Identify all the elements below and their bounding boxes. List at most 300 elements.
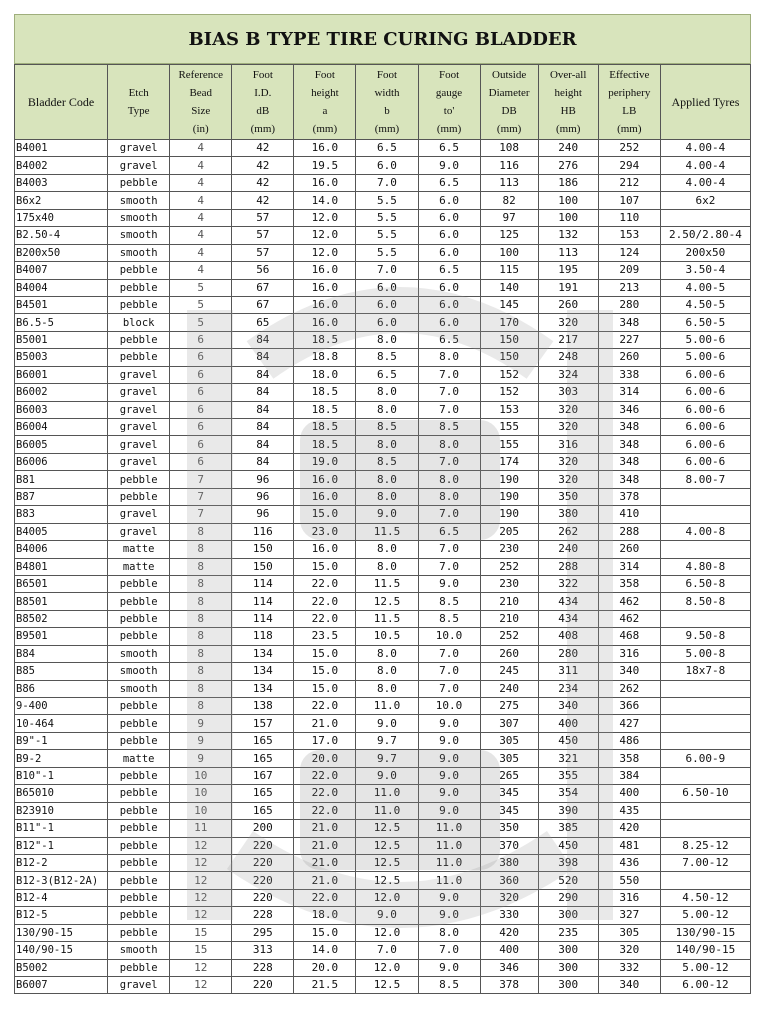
cell-effective-periphery: 366 <box>598 698 660 715</box>
cell-outside-diameter: 155 <box>480 436 538 453</box>
cell-foot-width: 5.5 <box>356 209 418 226</box>
cell-foot-width: 6.0 <box>356 314 418 331</box>
cell-overall-height: 354 <box>538 785 598 802</box>
cell-bead-size: 5 <box>170 279 232 296</box>
cell-effective-periphery: 227 <box>598 331 660 348</box>
cell-foot-id: 57 <box>232 209 294 226</box>
cell-outside-diameter: 370 <box>480 837 538 854</box>
cell-outside-diameter: 305 <box>480 732 538 749</box>
cell-etch-type: pebble <box>108 174 170 191</box>
cell-etch-type: pebble <box>108 854 170 871</box>
cell-applied-tyres: 6.00-12 <box>660 977 750 994</box>
cell-outside-diameter: 420 <box>480 924 538 941</box>
table-row <box>15 854 751 871</box>
cell-bladder-code: B12-3(B12-2A) <box>15 872 108 889</box>
table-row <box>15 663 751 680</box>
cell-etch-type: pebble <box>108 262 170 279</box>
cell-foot-gauge: 6.0 <box>418 227 480 244</box>
cell-etch-type: smooth <box>108 209 170 226</box>
cell-foot-width: 12.5 <box>356 977 418 994</box>
cell-foot-width: 9.0 <box>356 715 418 732</box>
cell-applied-tyres <box>660 802 750 819</box>
cell-bladder-code: B6007 <box>15 977 108 994</box>
col-header-line: DB <box>501 105 517 117</box>
col-header-line: (mm) <box>496 123 522 135</box>
table-row <box>15 436 751 453</box>
cell-overall-height: 434 <box>538 610 598 627</box>
cell-etch-type: pebble <box>108 331 170 348</box>
table-row <box>15 942 751 959</box>
cell-effective-periphery: 124 <box>598 244 660 261</box>
cell-etch-type: pebble <box>108 698 170 715</box>
cell-foot-id: 114 <box>232 610 294 627</box>
cell-foot-gauge: 9.0 <box>418 715 480 732</box>
cell-bead-size: 15 <box>170 924 232 941</box>
table-row <box>15 523 751 540</box>
cell-foot-gauge: 8.0 <box>418 349 480 366</box>
cell-overall-height: 380 <box>538 506 598 523</box>
cell-foot-gauge: 7.0 <box>418 366 480 383</box>
cell-overall-height: 240 <box>538 541 598 558</box>
cell-foot-gauge: 9.0 <box>418 732 480 749</box>
table-row <box>15 872 751 889</box>
cell-bead-size: 8 <box>170 698 232 715</box>
cell-overall-height: 100 <box>538 209 598 226</box>
cell-outside-diameter: 210 <box>480 593 538 610</box>
cell-foot-id: 220 <box>232 837 294 854</box>
cell-effective-periphery: 260 <box>598 541 660 558</box>
cell-overall-height: 132 <box>538 227 598 244</box>
cell-applied-tyres: 7.00-12 <box>660 854 750 871</box>
cell-etch-type: pebble <box>108 802 170 819</box>
cell-foot-gauge: 9.0 <box>418 157 480 174</box>
cell-bladder-code: B12-2 <box>15 854 108 871</box>
cell-applied-tyres: 3.50-4 <box>660 262 750 279</box>
cell-etch-type: pebble <box>108 593 170 610</box>
table-row <box>15 820 751 837</box>
cell-bead-size: 15 <box>170 942 232 959</box>
cell-applied-tyres: 140/90-15 <box>660 942 750 959</box>
cell-etch-type: pebble <box>108 628 170 645</box>
cell-foot-width: 8.0 <box>356 401 418 418</box>
cell-bladder-code: B6.5-5 <box>15 314 108 331</box>
cell-bladder-code: B12"-1 <box>15 837 108 854</box>
cell-foot-width: 8.5 <box>356 349 418 366</box>
cell-bead-size: 12 <box>170 837 232 854</box>
cell-bladder-code: B4003 <box>15 174 108 191</box>
cell-applied-tyres <box>660 541 750 558</box>
header-row <box>15 65 751 140</box>
table-title: BIAS B TYPE TIRE CURING BLADDER <box>14 14 751 64</box>
col-header-line: Etch <box>128 87 149 99</box>
cell-foot-id: 57 <box>232 244 294 261</box>
cell-overall-height: 320 <box>538 401 598 418</box>
cell-effective-periphery: 358 <box>598 575 660 592</box>
cell-applied-tyres <box>660 209 750 226</box>
table-row <box>15 837 751 854</box>
table-row <box>15 541 751 558</box>
cell-foot-gauge: 8.5 <box>418 977 480 994</box>
cell-bead-size: 8 <box>170 663 232 680</box>
cell-applied-tyres: 18x7-8 <box>660 663 750 680</box>
cell-foot-id: 84 <box>232 419 294 436</box>
cell-foot-height: 16.0 <box>294 541 356 558</box>
cell-foot-height: 22.0 <box>294 610 356 627</box>
cell-applied-tyres <box>660 872 750 889</box>
cell-bead-size: 12 <box>170 872 232 889</box>
cell-foot-gauge: 7.0 <box>418 506 480 523</box>
col-header-foot-id <box>232 65 294 140</box>
cell-effective-periphery: 262 <box>598 680 660 697</box>
cell-outside-diameter: 190 <box>480 471 538 488</box>
cell-foot-id: 150 <box>232 558 294 575</box>
cell-foot-id: 165 <box>232 750 294 767</box>
col-header-line: (mm) <box>555 123 581 135</box>
cell-effective-periphery: 427 <box>598 715 660 732</box>
cell-etch-type: gravel <box>108 401 170 418</box>
cell-etch-type: matte <box>108 558 170 575</box>
cell-foot-width: 7.0 <box>356 262 418 279</box>
cell-foot-width: 11.0 <box>356 698 418 715</box>
cell-outside-diameter: 378 <box>480 977 538 994</box>
cell-effective-periphery: 213 <box>598 279 660 296</box>
cell-foot-gauge: 11.0 <box>418 820 480 837</box>
col-header-line: Bladder Code <box>27 95 95 109</box>
cell-applied-tyres: 130/90-15 <box>660 924 750 941</box>
table-body <box>15 140 751 994</box>
col-header-line: a <box>322 105 328 117</box>
cell-bladder-code: B4801 <box>15 558 108 575</box>
col-header-effective-periphery <box>598 65 660 140</box>
cell-effective-periphery: 481 <box>598 837 660 854</box>
cell-applied-tyres <box>660 506 750 523</box>
cell-bladder-code: B81 <box>15 471 108 488</box>
cell-bladder-code: 140/90-15 <box>15 942 108 959</box>
cell-foot-gauge: 7.0 <box>418 663 480 680</box>
table-row <box>15 140 751 157</box>
cell-etch-type: block <box>108 314 170 331</box>
table-row <box>15 244 751 261</box>
cell-bead-size: 9 <box>170 750 232 767</box>
cell-bladder-code: B6x2 <box>15 192 108 209</box>
col-header-overall-height <box>538 65 598 140</box>
col-header-line: (mm) <box>617 123 642 135</box>
cell-applied-tyres: 4.00-4 <box>660 140 750 157</box>
cell-applied-tyres <box>660 610 750 627</box>
col-header-foot-height <box>294 65 356 140</box>
cell-applied-tyres: 6.00-6 <box>660 453 750 470</box>
cell-etch-type: smooth <box>108 192 170 209</box>
cell-bead-size: 5 <box>170 296 232 313</box>
table-row <box>15 907 751 924</box>
cell-foot-width: 11.5 <box>356 575 418 592</box>
col-header-line: (in) <box>192 123 209 135</box>
cell-etch-type: pebble <box>108 767 170 784</box>
cell-applied-tyres: 6.00-6 <box>660 401 750 418</box>
table-row <box>15 732 751 749</box>
cell-foot-height: 18.0 <box>294 366 356 383</box>
cell-foot-gauge: 11.0 <box>418 854 480 871</box>
col-header-line: (mm) <box>374 123 400 135</box>
cell-outside-diameter: 305 <box>480 750 538 767</box>
cell-foot-id: 220 <box>232 977 294 994</box>
cell-etch-type: pebble <box>108 715 170 732</box>
table-row <box>15 698 751 715</box>
cell-foot-id: 84 <box>232 436 294 453</box>
cell-foot-gauge: 10.0 <box>418 698 480 715</box>
cell-foot-width: 6.0 <box>356 296 418 313</box>
cell-bead-size: 4 <box>170 209 232 226</box>
table-row <box>15 610 751 627</box>
col-header-line: Diameter <box>488 87 530 99</box>
table-row <box>15 209 751 226</box>
cell-bladder-code: B12-4 <box>15 889 108 906</box>
cell-foot-id: 114 <box>232 575 294 592</box>
cell-foot-height: 22.0 <box>294 698 356 715</box>
cell-bead-size: 4 <box>170 244 232 261</box>
cell-foot-gauge: 9.0 <box>418 907 480 924</box>
cell-applied-tyres: 8.50-8 <box>660 593 750 610</box>
cell-foot-width: 5.5 <box>356 227 418 244</box>
cell-foot-gauge: 10.0 <box>418 628 480 645</box>
cell-foot-height: 22.0 <box>294 593 356 610</box>
table-row <box>15 645 751 662</box>
col-header-line: LB <box>622 105 637 117</box>
cell-outside-diameter: 125 <box>480 227 538 244</box>
cell-foot-gauge: 7.0 <box>418 942 480 959</box>
cell-foot-height: 12.0 <box>294 244 356 261</box>
cell-overall-height: 191 <box>538 279 598 296</box>
cell-bladder-code: B4501 <box>15 296 108 313</box>
cell-outside-diameter: 260 <box>480 645 538 662</box>
cell-outside-diameter: 330 <box>480 907 538 924</box>
cell-foot-id: 96 <box>232 488 294 505</box>
cell-etch-type: pebble <box>108 732 170 749</box>
cell-applied-tyres: 5.00-8 <box>660 645 750 662</box>
cell-foot-id: 220 <box>232 889 294 906</box>
cell-bead-size: 6 <box>170 401 232 418</box>
table-row <box>15 227 751 244</box>
cell-applied-tyres: 9.50-8 <box>660 628 750 645</box>
cell-foot-width: 9.0 <box>356 907 418 924</box>
cell-foot-height: 21.0 <box>294 715 356 732</box>
cell-overall-height: 321 <box>538 750 598 767</box>
cell-applied-tyres: 6.00-6 <box>660 419 750 436</box>
table-row <box>15 628 751 645</box>
cell-foot-gauge: 8.0 <box>418 488 480 505</box>
cell-foot-width: 8.0 <box>356 384 418 401</box>
cell-bladder-code: B9501 <box>15 628 108 645</box>
bladder-spec-table <box>14 64 751 994</box>
cell-bladder-code: B6501 <box>15 575 108 592</box>
cell-foot-id: 138 <box>232 698 294 715</box>
cell-foot-id: 220 <box>232 872 294 889</box>
cell-bladder-code: B85 <box>15 663 108 680</box>
cell-foot-height: 21.0 <box>294 820 356 837</box>
cell-bead-size: 6 <box>170 331 232 348</box>
cell-foot-width: 12.5 <box>356 820 418 837</box>
cell-foot-width: 8.0 <box>356 436 418 453</box>
cell-foot-gauge: 9.0 <box>418 889 480 906</box>
col-header-line: Foot <box>314 69 335 81</box>
cell-foot-height: 18.8 <box>294 349 356 366</box>
cell-foot-gauge: 6.0 <box>418 296 480 313</box>
cell-applied-tyres: 8.00-7 <box>660 471 750 488</box>
cell-applied-tyres: 4.50-12 <box>660 889 750 906</box>
cell-foot-height: 22.0 <box>294 767 356 784</box>
cell-foot-height: 23.5 <box>294 628 356 645</box>
col-header-line: Size <box>191 105 211 117</box>
cell-bladder-code: B9"-1 <box>15 732 108 749</box>
cell-foot-id: 42 <box>232 174 294 191</box>
cell-foot-height: 18.5 <box>294 384 356 401</box>
cell-effective-periphery: 462 <box>598 610 660 627</box>
col-header-line: Effective <box>609 69 650 81</box>
cell-bead-size: 6 <box>170 366 232 383</box>
cell-effective-periphery: 316 <box>598 889 660 906</box>
table-row <box>15 331 751 348</box>
cell-overall-height: 248 <box>538 349 598 366</box>
cell-effective-periphery: 378 <box>598 488 660 505</box>
cell-foot-id: 157 <box>232 715 294 732</box>
cell-overall-height: 520 <box>538 872 598 889</box>
table-row <box>15 488 751 505</box>
cell-effective-periphery: 314 <box>598 558 660 575</box>
col-header-etch-type <box>108 65 170 140</box>
cell-effective-periphery: 314 <box>598 384 660 401</box>
cell-bladder-code: B200x50 <box>15 244 108 261</box>
cell-overall-height: 320 <box>538 471 598 488</box>
cell-effective-periphery: 384 <box>598 767 660 784</box>
cell-bead-size: 4 <box>170 157 232 174</box>
cell-etch-type: gravel <box>108 140 170 157</box>
cell-foot-gauge: 6.5 <box>418 523 480 540</box>
cell-bead-size: 9 <box>170 715 232 732</box>
cell-bead-size: 6 <box>170 419 232 436</box>
cell-effective-periphery: 462 <box>598 593 660 610</box>
cell-foot-gauge: 8.0 <box>418 471 480 488</box>
cell-foot-height: 18.5 <box>294 401 356 418</box>
cell-overall-height: 320 <box>538 314 598 331</box>
cell-foot-width: 8.5 <box>356 419 418 436</box>
cell-foot-height: 20.0 <box>294 959 356 976</box>
cell-effective-periphery: 410 <box>598 506 660 523</box>
cell-foot-width: 7.0 <box>356 942 418 959</box>
cell-outside-diameter: 115 <box>480 262 538 279</box>
cell-bladder-code: B11"-1 <box>15 820 108 837</box>
table-row <box>15 314 751 331</box>
cell-applied-tyres: 8.25-12 <box>660 837 750 854</box>
cell-foot-width: 6.5 <box>356 366 418 383</box>
cell-effective-periphery: 348 <box>598 453 660 470</box>
cell-applied-tyres: 6.50-5 <box>660 314 750 331</box>
cell-bead-size: 8 <box>170 680 232 697</box>
cell-bead-size: 6 <box>170 453 232 470</box>
cell-overall-height: 350 <box>538 488 598 505</box>
cell-foot-gauge: 9.0 <box>418 802 480 819</box>
cell-foot-id: 295 <box>232 924 294 941</box>
cell-foot-gauge: 9.0 <box>418 750 480 767</box>
cell-etch-type: pebble <box>108 889 170 906</box>
cell-bead-size: 4 <box>170 262 232 279</box>
cell-foot-id: 220 <box>232 854 294 871</box>
cell-bead-size: 7 <box>170 488 232 505</box>
col-header-line: Outside <box>492 69 527 81</box>
table-row <box>15 593 751 610</box>
cell-effective-periphery: 110 <box>598 209 660 226</box>
cell-foot-id: 67 <box>232 296 294 313</box>
cell-bead-size: 12 <box>170 854 232 871</box>
cell-foot-height: 16.0 <box>294 262 356 279</box>
cell-overall-height: 300 <box>538 942 598 959</box>
cell-foot-gauge: 7.0 <box>418 680 480 697</box>
cell-effective-periphery: 209 <box>598 262 660 279</box>
cell-outside-diameter: 320 <box>480 889 538 906</box>
cell-bladder-code: B10"-1 <box>15 767 108 784</box>
cell-bladder-code: 175x40 <box>15 209 108 226</box>
cell-foot-gauge: 6.5 <box>418 174 480 191</box>
cell-effective-periphery: 338 <box>598 366 660 383</box>
cell-outside-diameter: 346 <box>480 959 538 976</box>
cell-foot-id: 56 <box>232 262 294 279</box>
cell-bladder-code: B65010 <box>15 785 108 802</box>
cell-bladder-code: 9-400 <box>15 698 108 715</box>
cell-effective-periphery: 340 <box>598 977 660 994</box>
cell-bead-size: 8 <box>170 575 232 592</box>
cell-etch-type: pebble <box>108 907 170 924</box>
cell-applied-tyres: 6.00-6 <box>660 384 750 401</box>
cell-etch-type: pebble <box>108 296 170 313</box>
table-row <box>15 157 751 174</box>
cell-overall-height: 276 <box>538 157 598 174</box>
cell-foot-id: 134 <box>232 645 294 662</box>
cell-foot-width: 8.0 <box>356 558 418 575</box>
cell-applied-tyres: 5.00-6 <box>660 349 750 366</box>
cell-bladder-code: B9-2 <box>15 750 108 767</box>
cell-outside-diameter: 345 <box>480 802 538 819</box>
table-row <box>15 959 751 976</box>
cell-applied-tyres: 6.00-9 <box>660 750 750 767</box>
col-header-line: (mm) <box>312 123 338 135</box>
col-header-outside-diameter <box>480 65 538 140</box>
col-header-line: (mm) <box>250 123 276 135</box>
cell-foot-gauge: 9.0 <box>418 785 480 802</box>
col-header-line: Foot <box>252 69 273 81</box>
cell-foot-width: 8.0 <box>356 645 418 662</box>
table-row <box>15 419 751 436</box>
cell-overall-height: 320 <box>538 453 598 470</box>
table-row <box>15 767 751 784</box>
cell-foot-height: 16.0 <box>294 279 356 296</box>
cell-bladder-code: B6003 <box>15 401 108 418</box>
cell-foot-height: 21.5 <box>294 977 356 994</box>
cell-bladder-code: B5002 <box>15 959 108 976</box>
cell-bead-size: 8 <box>170 610 232 627</box>
table-row <box>15 401 751 418</box>
cell-foot-id: 165 <box>232 802 294 819</box>
cell-outside-diameter: 82 <box>480 192 538 209</box>
cell-foot-id: 228 <box>232 907 294 924</box>
cell-effective-periphery: 153 <box>598 227 660 244</box>
cell-bladder-code: B4006 <box>15 541 108 558</box>
cell-foot-gauge: 9.0 <box>418 959 480 976</box>
cell-bead-size: 10 <box>170 802 232 819</box>
cell-foot-width: 12.0 <box>356 959 418 976</box>
cell-foot-height: 18.5 <box>294 331 356 348</box>
cell-foot-height: 15.0 <box>294 924 356 941</box>
cell-overall-height: 186 <box>538 174 598 191</box>
col-header-foot-gauge <box>418 65 480 140</box>
